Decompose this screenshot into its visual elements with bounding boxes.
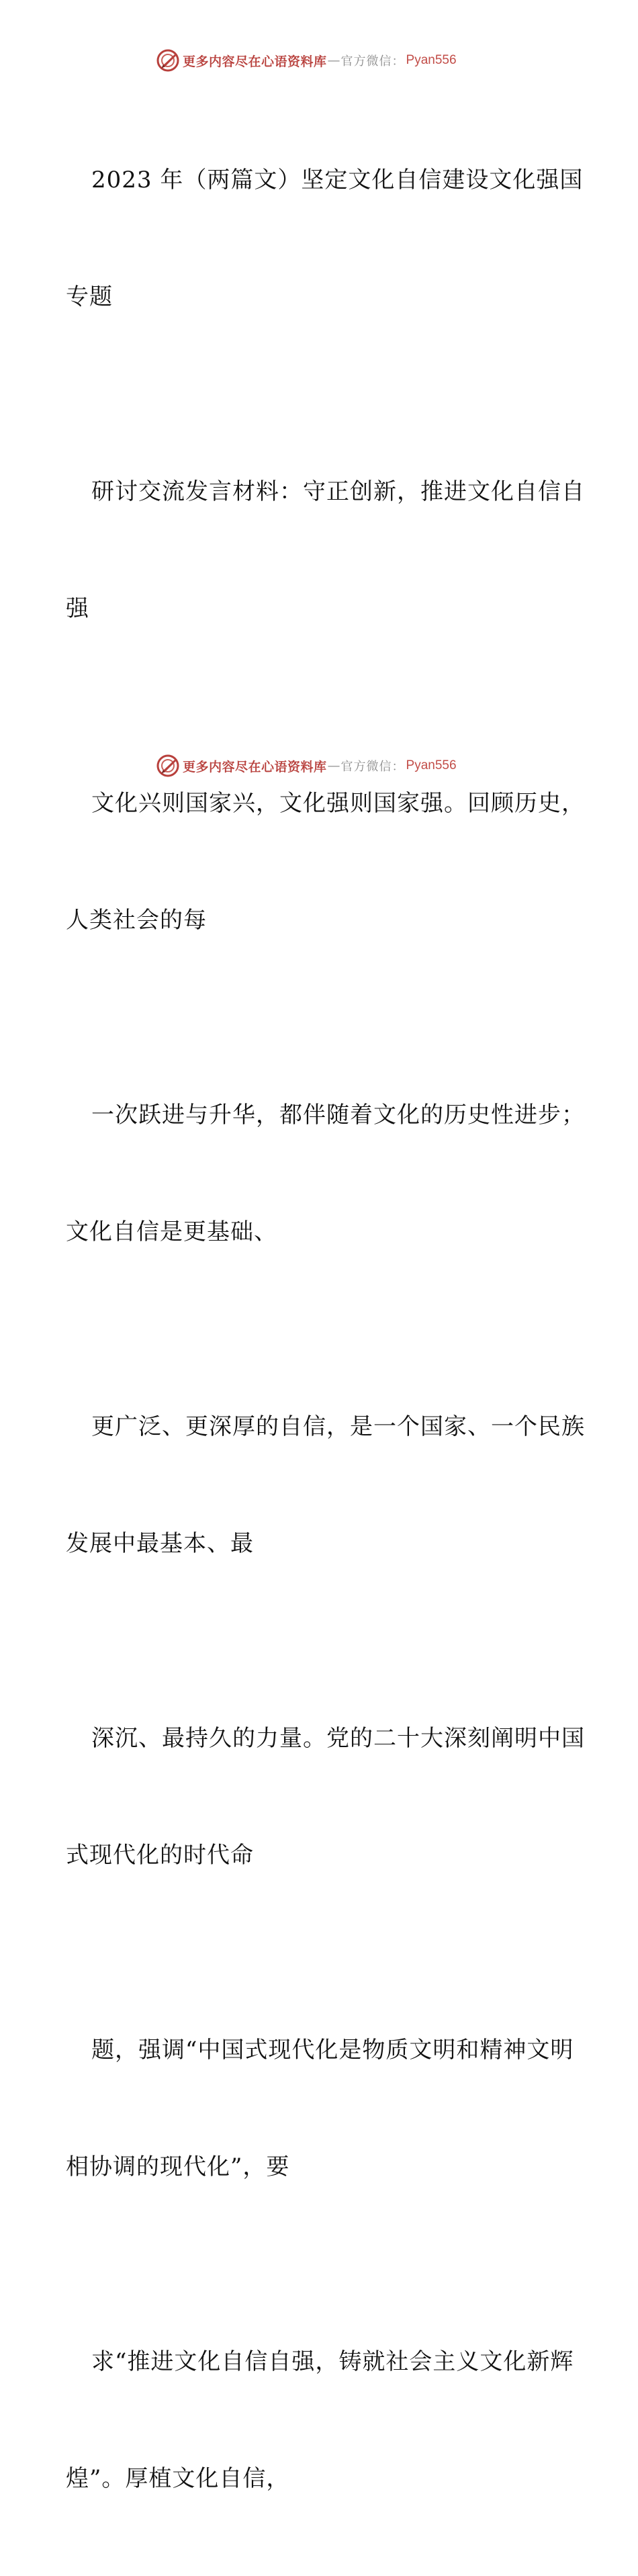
- body-paragraph: [66, 2264, 576, 2576]
- paragraph-line: 题，强调“中国式现代化是物质文明和精神文明: [91, 2037, 574, 2063]
- banner-separator: —: [327, 53, 340, 68]
- paragraph-line: 煌”。厚植文化自信，: [66, 2465, 290, 2492]
- paragraph-line: 专题: [66, 283, 113, 310]
- wechat-id: Pyan556: [406, 758, 457, 772]
- paragraph-line: 研讨交流发言材料：守正创新，推进文化自信自: [91, 478, 585, 505]
- banner-text: 更多内容尽在心语资料库: [183, 54, 327, 69]
- footer-banner: [156, 752, 478, 779]
- wechat-id: Pyan556: [406, 53, 457, 67]
- paragraph-line: 强: [66, 595, 89, 622]
- paragraph-line: 2023 年（两篇文）坚定文化自信建设文化强国: [91, 167, 584, 193]
- paragraph-line: 深沉、最持久的力量。党的二十大深刻阐明中国: [91, 1725, 585, 1752]
- paragraph-line: 发展中最基本、最: [66, 1530, 254, 1557]
- paragraph-line: 求“推进文化自信自强，铸就社会主义文化新辉: [91, 2348, 574, 2375]
- paragraph-line: 更广泛、更深厚的自信，是一个国家、一个民族: [91, 1413, 585, 1440]
- body-paragraph: [66, 1329, 585, 1641]
- header-banner: [156, 47, 478, 74]
- paragraph-line: 文化兴则国家兴，文化强则国家强。回顾历史，: [91, 790, 585, 817]
- body-paragraph: [66, 1953, 576, 2264]
- paragraph-line: 文化自信是更基础、: [66, 1218, 277, 1245]
- title-paragraph: [66, 83, 584, 394]
- paragraph-line: 人类社会的每: [66, 907, 207, 934]
- document-body: [66, 83, 585, 2576]
- body-paragraph: [66, 1641, 585, 1953]
- body-paragraph: [66, 1018, 585, 1329]
- paragraph-line: 式现代化的时代命: [66, 1842, 254, 1869]
- logo-icon: [156, 48, 180, 73]
- logo-icon: [156, 754, 180, 778]
- wechat-label: 官方微信：: [340, 54, 405, 69]
- wechat-label: 官方微信：: [340, 760, 405, 774]
- banner-text: 更多内容尽在心语资料库: [183, 759, 327, 774]
- paragraph-line: 一次跃进与升华，都伴随着文化的历史性进步；: [91, 1102, 585, 1128]
- banner-separator: —: [327, 758, 340, 773]
- paragraph-line: 相协调的现代化”，要: [66, 2153, 290, 2180]
- subtitle-paragraph: [66, 394, 585, 706]
